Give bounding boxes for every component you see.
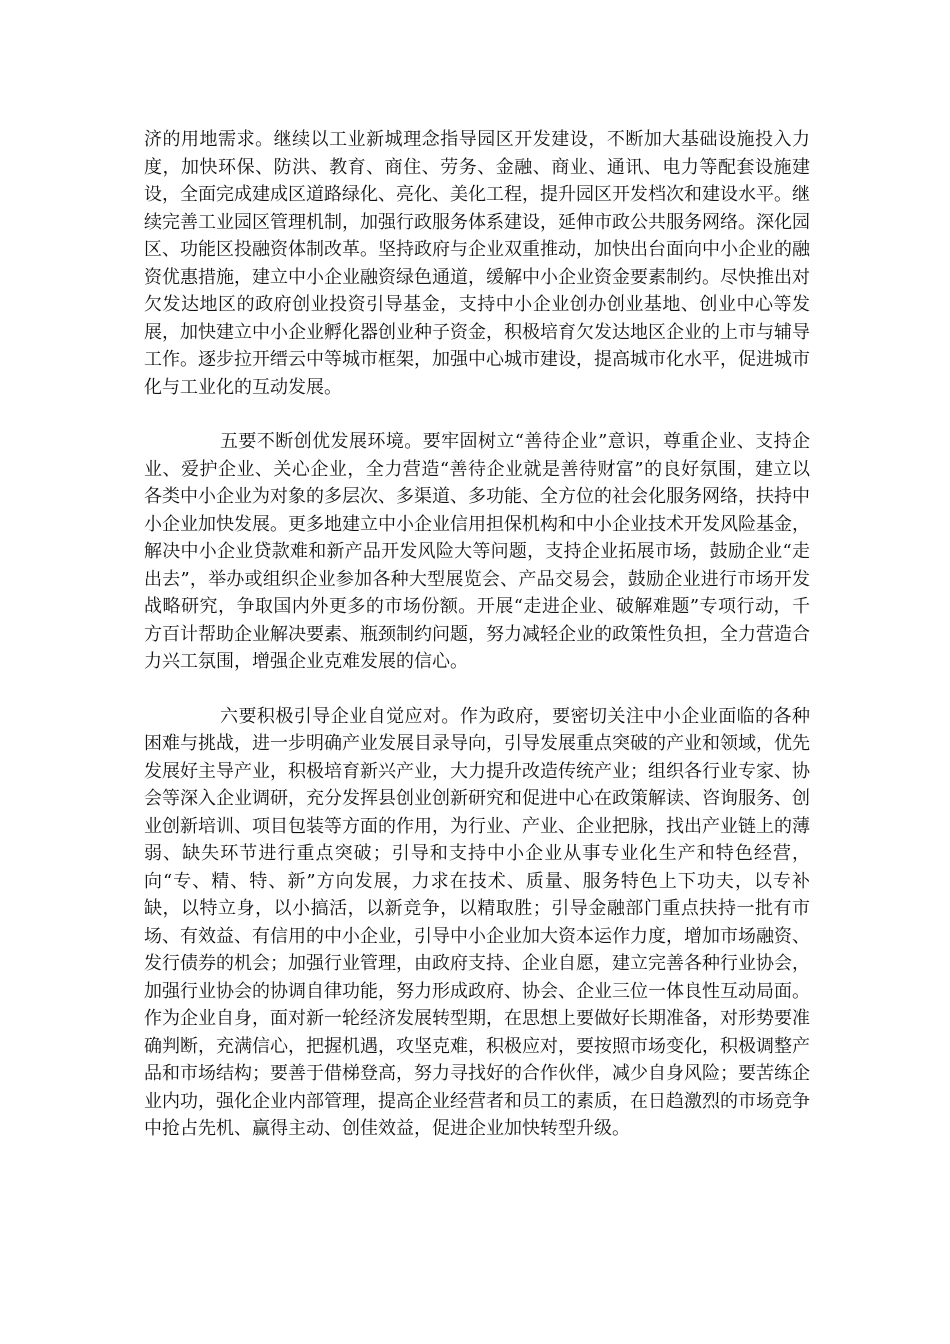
paragraph-enterprise-guidance: 六要积极引导企业自觉应对。作为政府，要密切关注中小企业面临的各种困难与挑战，进一步明确产业发展目录导向，引导发展重点突破的产业和领域，优先发展好主导产业，积极培育新兴产业，大力提升改造传统产业；组织各行业专家、协会等深入企业调研，充分发挥县创业创新研究和促进中心在政策解读、咨询服务、创业创新培训、项目包装等方面的作用，为行业、产业、企业把脉，找出产业链上的薄弱、缺失环节进行重点突破；引导和支持中小企业从事专业化生产和特色经营，向“专、精、特、新”方向发展，力求在技术、质量、服务特色上下功夫，以专补缺，以特立身，以小搞活，以新竞争，以精取胜；引导金融部门重点扶持一批有市场、有效益、有信用的中小企业，引导中小企业加大资本运作力度，增加市场融资、发行债券的机会；加强行业管理，由政府支持、企业自愿，建立完善各种行业协会，加强行业协会的协调自律功能，努力形成政府、协会、企业三位一体良性互动局面。作为企业自身，面对新一轮经济发展转型期，在思想上要做好长期准备，对形势要准确判断，充满信心，把握机遇，攻坚克难，积极应对，要按照市场变化，积极调整产品和市场结构；要善于借梯登高，努力寻找好的合作伙伴，减少自身风险；要苦练企业内功，强化企业内部管理，提高企业经营者和员工的素质，在日趋激烈的市场竞争中抢占先机、赢得主动、创佳效益，促进企业加快转型升级。 [144, 705, 810, 1139]
paragraph-development-environment: 五要不断创优发展环境。要牢固树立“善待企业”意识，尊重企业、支持企业、爱护企业、关心企业，全力营造“善待企业就是善待财富”的良好氛围，建立以各类中小企业为对象的多层次、多渠道、多功能、全方位的社会化服务网络，扶持中小企业加快发展。更多地建立中小企业信用担保机构和中小企业技术开发风险基金，解决中小企业贷款难和新产品开发风险大等问题，支持企业拓展市场，鼓励企业“走出去”，举办或组织企业参加各种大型展览会、产品交易会，鼓励企业进行市场开发战略研究，争取国内外更多的市场份额。开展“走进企业、破解难题”专项行动，千方百计帮助企业解决要素、瓶颈制约问题，努力减轻企业的政策性负担，全力营造合力兴工氛围，增强企业克难发展的信心。 [144, 431, 810, 672]
paragraph-spacer [144, 676, 810, 703]
document-body [144, 126, 810, 1143]
paragraph-spacer [144, 401, 810, 428]
paragraph-land-demand: 济的用地需求。继续以工业新城理念指导园区开发建设，不断加大基础设施投入力度，加快环保、防洪、教育、商住、劳务、金融、商业、通讯、电力等配套设施建设，全面完成建成区道路绿化、亮化、美化工程，提升园区开发档次和建设水平。继续完善工业园区管理机制，加强行政服务体系建设，延伸市政公共服务网络。深化园区、功能区投融资体制改革。坚持政府与企业双重推动，加快出台面向中小企业的融资优惠措施，建立中小企业融资绿色通道，缓解中小企业资金要素制约。尽快推出对欠发达地区的政府创业投资引导基金，支持中小企业创办创业基地、创业中心等发展，加快建立中小企业孵化器创业种子资金，积极培育欠发达地区企业的上市与辅导工作。逐步拉开缙云中等城市框架，加强中心城市建设，提高城市化水平，促进城市化与工业化的互动发展。 [144, 129, 810, 398]
